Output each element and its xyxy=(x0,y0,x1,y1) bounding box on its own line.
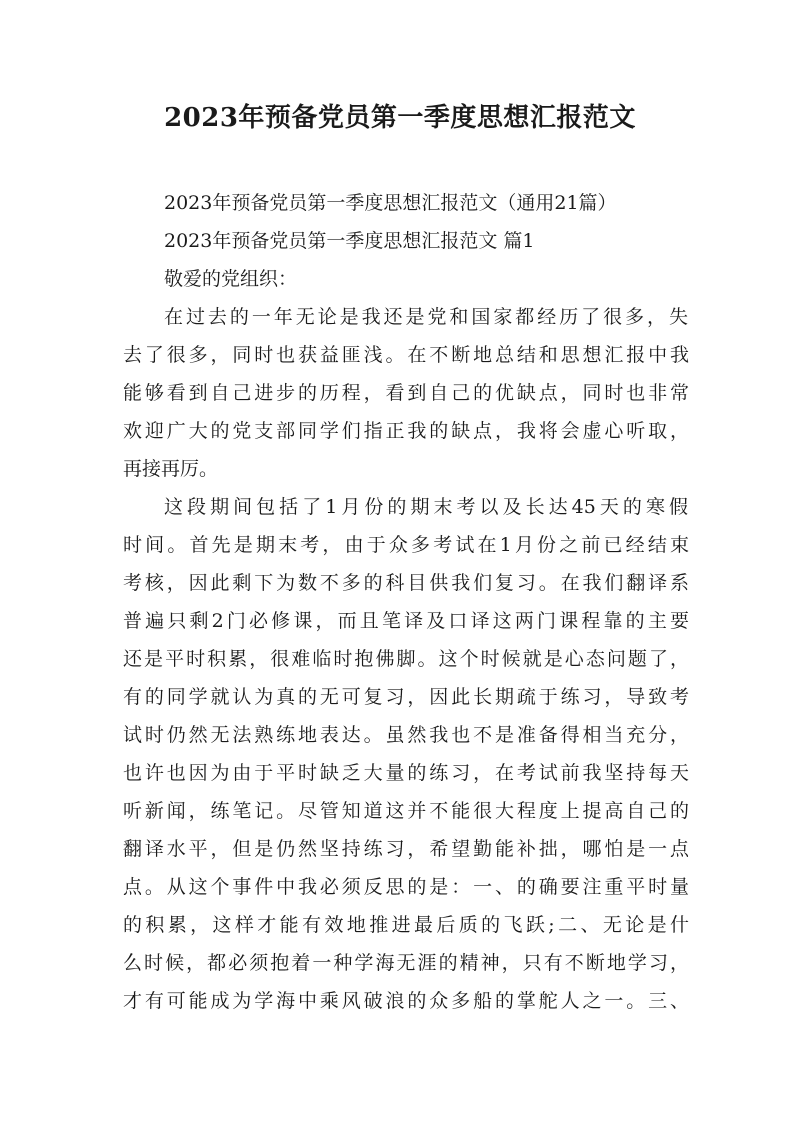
document-title: 2023年预备党员第一季度思想汇报范文 xyxy=(164,103,636,133)
paragraph-line: 听新闻，练笔记。尽管知道这并不能很大程度上提高自己的 xyxy=(123,800,689,822)
salutation: 敬爱的党组织： xyxy=(164,268,298,290)
paragraph-line: 在过去的一年无论是我还是党和国家都经历了很多，失 xyxy=(164,306,688,328)
paragraph-line: 再接再厉。 xyxy=(123,458,219,480)
paragraph-line: 翻译水平，但是仍然坚持练习，希望勤能补拙，哪怕是一点 xyxy=(123,838,689,860)
paragraph-line: 还是平时积累，很难临时抱佛脚。这个时候就是心态问题了， xyxy=(123,648,689,670)
subtitle-line: 2023年预备党员第一季度思想汇报范文（通用21篇） xyxy=(164,192,617,214)
paragraph-line: 有的同学就认为真的无可复习，因此长期疏于练习，导致考 xyxy=(123,686,689,708)
paragraph-line: 时间。首先是期末考，由于众多考试在1月份之前已经结束 xyxy=(123,534,689,556)
paragraph-line: 才有可能成为学海中乘风破浪的众多船的掌舵人之一。三、 xyxy=(123,990,689,1012)
paragraph-line: 这段期间包括了1月份的期末考以及长达45天的寒假 xyxy=(164,496,688,518)
paragraph-line: 么时候，都必须抱着一种学海无涯的精神，只有不断地学习， xyxy=(123,952,689,974)
paragraph-line: 欢迎广大的党支部同学们指正我的缺点，我将会虚心听取， xyxy=(123,420,689,442)
paragraph-line: 也许也因为由于平时缺乏大量的练习，在考试前我坚持每天 xyxy=(123,762,689,784)
paragraph-line: 的积累，这样才能有效地推进最后质的飞跃;二、无论是什 xyxy=(123,914,689,936)
paragraph-line: 考核，因此剩下为数不多的科目供我们复习。在我们翻译系 xyxy=(123,572,689,594)
paragraph-line: 普遍只剩2门必修课，而且笔译及口译这两门课程靠的主要 xyxy=(123,610,689,632)
paragraph-line: 去了很多，同时也获益匪浅。在不断地总结和思想汇报中我 xyxy=(123,344,689,366)
paragraph-line: 试时仍然无法熟练地表达。虽然我也不是准备得相当充分， xyxy=(123,724,689,746)
section-heading: 2023年预备党员第一季度思想汇报范文 篇1 xyxy=(164,230,535,252)
paragraph-line: 点。从这个事件中我必须反思的是：一、的确要注重平时量 xyxy=(123,876,689,898)
paragraph-line: 能够看到自己进步的历程，看到自己的优缺点，同时也非常 xyxy=(123,382,689,404)
